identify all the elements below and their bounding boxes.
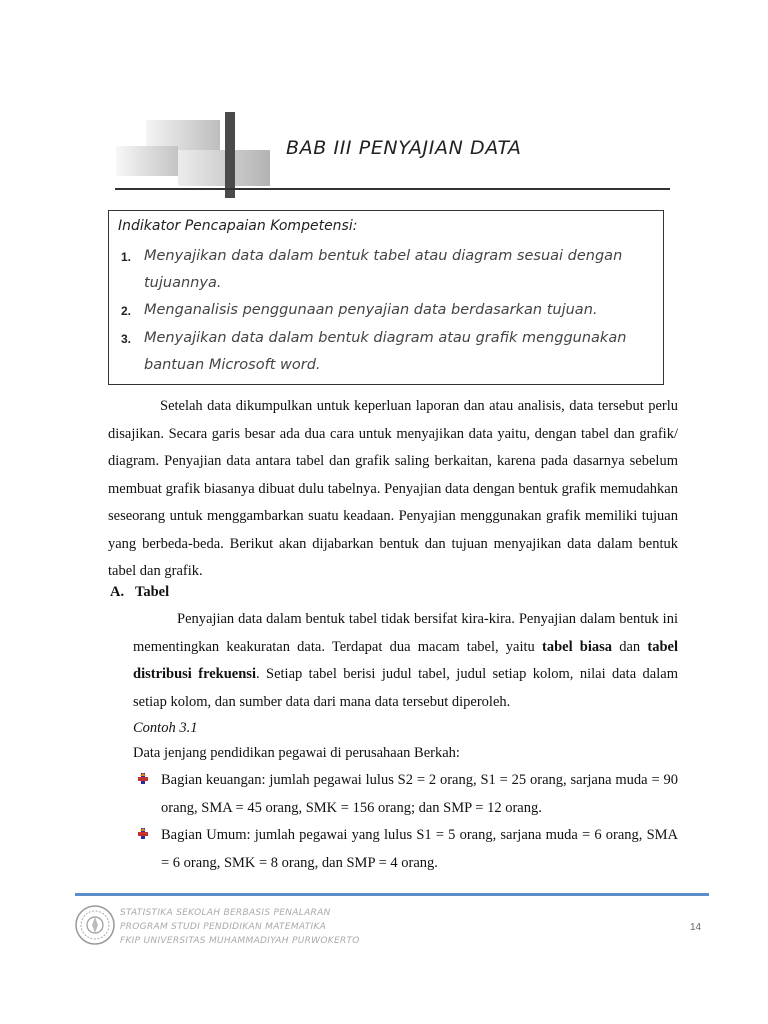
tabel-paragraph: [133, 606, 678, 716]
footer-line: STATISTIKA SEKOLAH BERBASIS PENALARAN: [120, 908, 331, 918]
header-vertical-bar: [225, 112, 235, 198]
term-tabel-biasa: tabel biasa: [542, 638, 613, 655]
tabel-text: . Setiap tabel berisi judul tabel, judul setiap kolom, nilai data dalam setiap kolom, dan sumber data dari mana data tersebut diperoleh.: [133, 666, 678, 710]
page-number: 14: [690, 922, 702, 933]
indicator-item-line: bantuan Microsoft word.: [144, 357, 321, 373]
indicator-number: 2.: [121, 304, 132, 318]
university-seal-icon: [75, 905, 115, 945]
term-tabel-distribusi: tabel distribusi frekuensi: [133, 638, 678, 682]
indicator-number: 3.: [121, 332, 132, 346]
indicator-item-line: Menganalisis penggunaan penyajian data berdasarkan tujuan.: [144, 302, 598, 318]
footer-rule: [75, 893, 709, 896]
intro-paragraph: Setelah data dikumpulkan untuk keperluan laporan dan atau analisis, data tersebut perlu disajikan. Secara garis besar ada dua cara untuk menyajikan data yaitu, dengan tabel dan grafik/ diagram. Penyajian data antara tabel dan grafik saling berkaitan, karena pada dasarnya sebelum membuat grafik biasanya dibuat dulu tabelnya. Penyajian data dengan bentuk grafik memudahkan seseorang untuk menggambarkan suatu keadaan. Penyajian menggunakan grafik memiliki tujuan yang berbeda-beda. Berikut akan dijabarkan bentuk dan tujuan menyajikan data dalam bentuk tabel dan grafik.: [108, 398, 678, 579]
tabel-text: Penyajian data dalam bentuk tabel tidak bersifat kira-kira. Penyajian dalam bentuk ini mementingkan keakuratan data. Terdapat dua macam tabel, yaitu: [133, 611, 678, 655]
section-label: A.: [110, 584, 125, 600]
section-title: Tabel: [134, 584, 170, 600]
indicator-item-line: tujuannya.: [144, 275, 222, 291]
chapter-title: BAB III PENYAJIAN DATA: [286, 137, 522, 159]
header-rule: [115, 188, 670, 190]
indicator-title: Indikator Pencapaian Kompetensi:: [118, 218, 358, 234]
example-label: Contoh 3.1: [133, 720, 198, 736]
arrow-bullet-icon: [138, 828, 148, 839]
example-intro: Data jenjang pendidikan pegawai di perusahaan Berkah:: [133, 745, 460, 761]
indicator-number: 1.: [121, 250, 132, 264]
footer-line: FKIP UNIVERSITAS MUHAMMADIYAH PURWOKERTO: [120, 936, 360, 946]
section-heading: [110, 579, 169, 607]
indicator-item-line: Menyajikan data dalam bentuk diagram atau grafik menggunakan: [144, 330, 627, 346]
header-decor-block: [116, 146, 178, 176]
header-decor-block: [178, 150, 270, 186]
bullet-item: Bagian keuangan: jumlah pegawai lulus S2 = 2 orang, S1 = 25 orang, sarjana muda = 90 orang, SMA = 45 orang, SMK = 156 orang; dan SMP = 12 orang.: [161, 772, 678, 816]
bullet-item: Bagian Umum: jumlah pegawai yang lulus S1 = 5 orang, sarjana muda = 6 orang, SMA = 6 orang, SMK = 8 orang, dan SMP = 4 orang.: [161, 827, 678, 871]
arrow-bullet-icon: [138, 773, 148, 784]
indicator-item-line: Menyajikan data dalam bentuk tabel atau diagram sesuai dengan: [144, 248, 623, 264]
tabel-text: dan: [612, 638, 648, 655]
footer-line: PROGRAM STUDI PENDIDIKAN MATEMATIKA: [120, 922, 327, 932]
